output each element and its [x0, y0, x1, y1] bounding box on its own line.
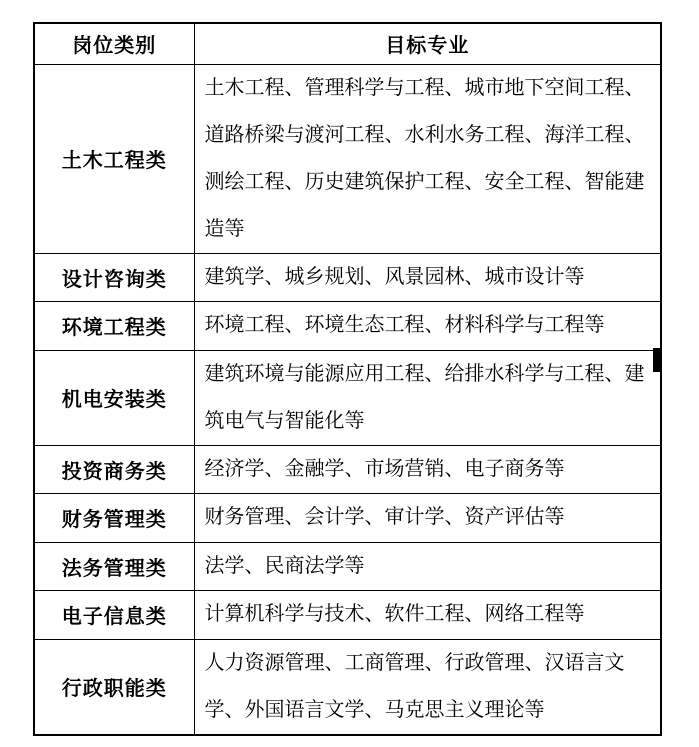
table-border-marker	[653, 348, 660, 372]
table-header-row	[34, 23, 661, 64]
majors-cell: 土木工程、管理科学与工程、城市地下空间工程、道路桥梁与渡河工程、水利水务工程、海洋工程、测绘工程、历史建筑保护工程、安全工程、智能建造等	[194, 64, 661, 253]
table-row-environmental-engineering	[34, 301, 661, 350]
header-category: 岗位类别	[34, 23, 194, 64]
table-row-design-consulting	[34, 253, 661, 301]
table-row-investment-business	[34, 445, 661, 493]
category-cell: 财务管理类	[34, 493, 194, 542]
majors-cell: 环境工程、环境生态工程、材料科学与工程等	[194, 301, 661, 350]
majors-cell: 法学、民商法学等	[194, 542, 661, 590]
table-row-financial-management	[34, 493, 661, 542]
majors-cell: 建筑环境与能源应用工程、给排水科学与工程、建筑电气与智能化等	[194, 350, 661, 445]
table-row-administrative-functions	[34, 639, 661, 735]
majors-cell: 建筑学、城乡规划、风景园林、城市设计等	[194, 253, 661, 301]
majors-cell: 计算机科学与技术、软件工程、网络工程等	[194, 590, 661, 639]
table-row-electronic-information	[34, 590, 661, 639]
category-cell: 电子信息类	[34, 590, 194, 639]
majors-cell: 人力资源管理、工商管理、行政管理、汉语言文学、外国语言文学、马克思主义理论等	[194, 639, 661, 735]
majors-cell: 经济学、金融学、市场营销、电子商务等	[194, 445, 661, 493]
category-cell: 环境工程类	[34, 301, 194, 350]
table-row-mechanical-electrical	[34, 350, 661, 445]
category-cell: 投资商务类	[34, 445, 194, 493]
table-row-civil-engineering	[34, 64, 661, 253]
category-cell: 土木工程类	[34, 64, 194, 253]
category-cell: 机电安装类	[34, 350, 194, 445]
majors-cell: 财务管理、会计学、审计学、资产评估等	[194, 493, 661, 542]
header-target-majors: 目标专业	[194, 23, 661, 64]
category-cell: 法务管理类	[34, 542, 194, 590]
positions-majors-table	[33, 22, 662, 736]
table-row-legal-management	[34, 542, 661, 590]
category-cell: 行政职能类	[34, 639, 194, 735]
category-cell: 设计咨询类	[34, 253, 194, 301]
